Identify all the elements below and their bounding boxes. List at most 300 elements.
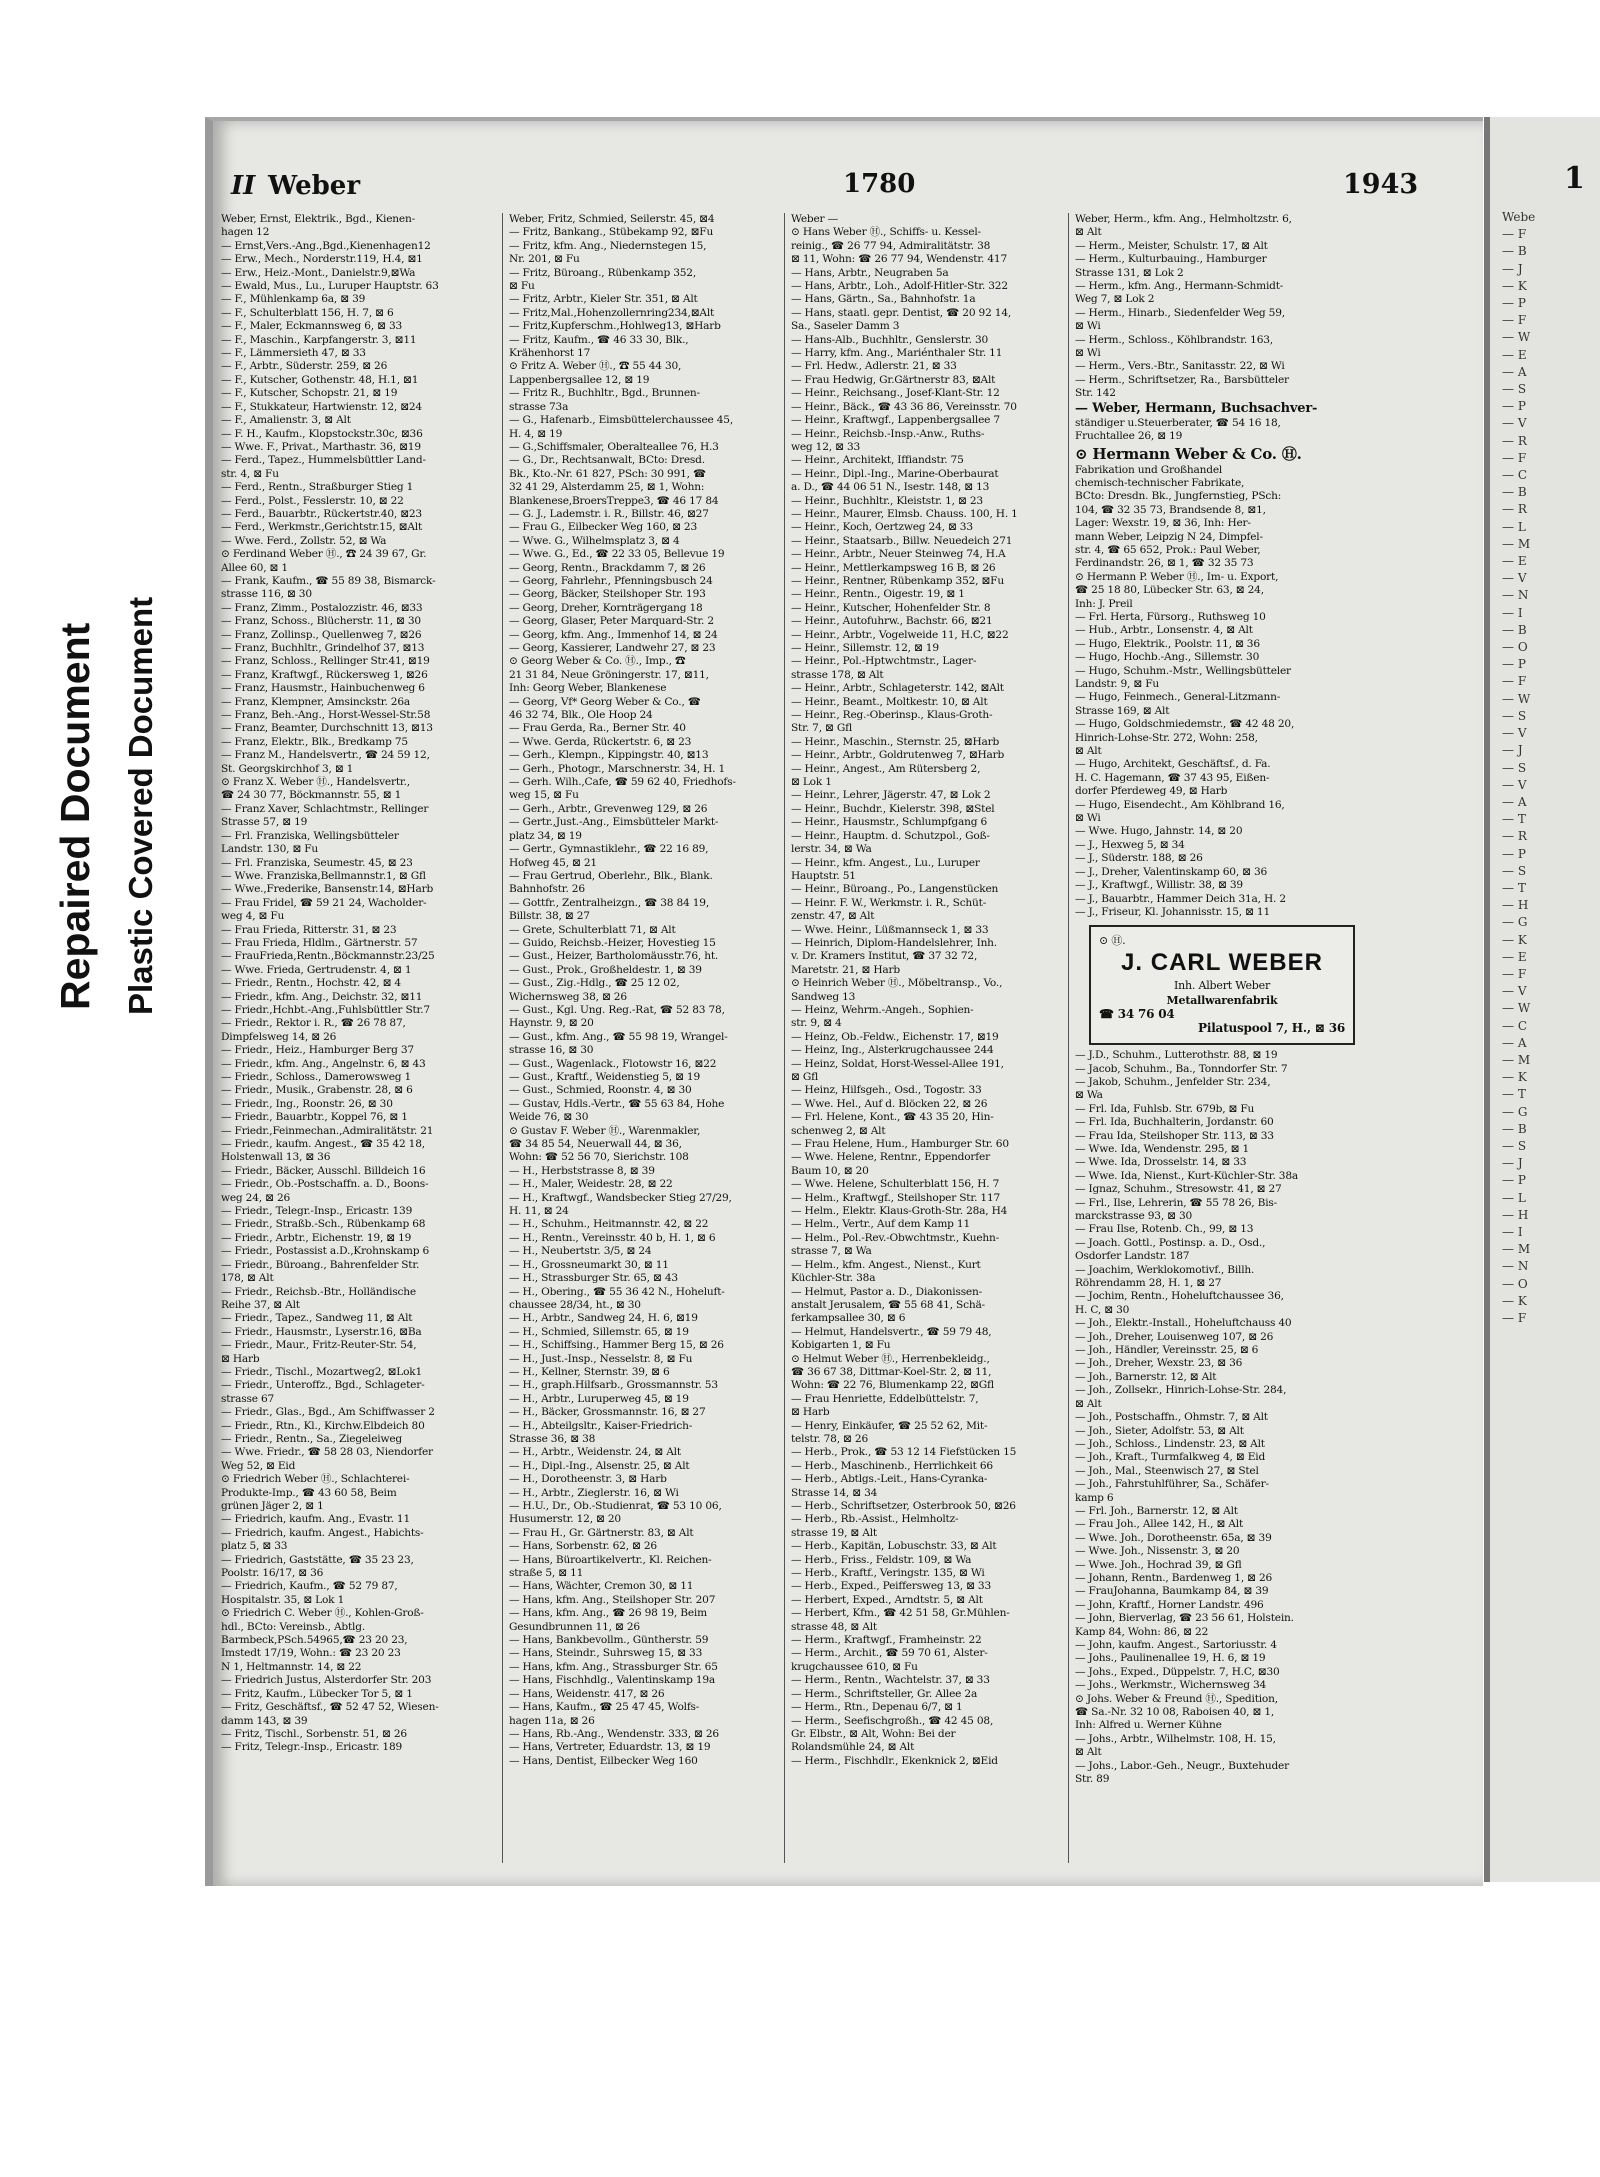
directory-entry-line: — Heinr., Buchdr., Kielerstr. 398, ⊠Stel [791, 802, 995, 815]
directory-entry-line: — Franz M., Handelsvertr., ☎ 24 59 12, [221, 749, 430, 762]
directory-entry-line: — Frau Henriette, Eddelbüttelstr. 7, [791, 1392, 979, 1405]
directory-entry-line: — Harry, kfm. Ang., Mariénthaler Str. 11 [791, 347, 1003, 360]
directory-entry-line: Husumerstr. 12, ⊠ 20 [509, 1513, 621, 1526]
directory-entry-line: Gesundbrunnen 11, ⊠ 26 [509, 1620, 640, 1633]
directory-entry-line: ☎ Sa.-Nr. 32 10 08, Raboisen 40, ⊠ 1, [1075, 1706, 1275, 1719]
directory-entry-line: ⊙ Ferdinand Weber Ⓗ., ☎ 24 39 67, Gr. [221, 548, 427, 561]
column-4-hermann [1075, 417, 1357, 444]
directory-entry-line: ⊠ Fu [509, 280, 535, 293]
directory-entry-line: — Friedrich, Kaufm., ☎ 52 79 87, [221, 1580, 398, 1593]
directory-entry-line: H. C, ⊠ 30 [1075, 1303, 1130, 1316]
directory-entry-line: — Herm., Hinarb., Siedenfelder Weg 59, [1075, 306, 1285, 319]
directory-entry-line: Fabrikation und Großhandel [1075, 463, 1223, 476]
directory-entry-line: straße 5, ⊠ 11 [509, 1567, 584, 1580]
directory-entry-line: — Helm., kfm. Angest., Nienst., Kurt [791, 1258, 981, 1271]
directory-entry-line: Hinrich-Lohse-Str. 272, Wohn: 258, [1075, 731, 1258, 744]
directory-entry-line: — Fritz,Kupferschm.,Hohlweg13, ⊠Harb [509, 320, 721, 333]
directory-entry-line: kamp 6 [1075, 1491, 1114, 1504]
column-4 [1075, 213, 1357, 1863]
directory-entry-line: Strasse 36, ⊠ 38 [509, 1432, 596, 1445]
directory-entry-line: — E [1502, 554, 1527, 569]
directory-entry-line: ⊙ Johs. Weber & Freund Ⓗ., Spedition, [1075, 1692, 1278, 1705]
firm-heading: ⊙ Hermann Weber & Co. Ⓗ. [1075, 444, 1302, 463]
column-1 [221, 213, 497, 1863]
directory-entry-line: — F., Mühlenkamp 6a, ⊠ 39 [221, 293, 366, 306]
directory-entry-line: — Wwe. Hel., Auf d. Blöcken 22, ⊠ 26 [791, 1097, 988, 1110]
directory-entry-line: — Heinr., Dipl.-Ing., Marine-Oberbaurat [791, 467, 999, 480]
directory-entry-line: ⊠ Harb [221, 1352, 260, 1365]
directory-entry-line: — Heinr. F. W., Werkmstr. i. R., Schüt- [791, 896, 987, 909]
directory-entry-line: — Friedr., Rtn., Kl., Kirchw.Elbdeich 80 [221, 1419, 425, 1432]
directory-entry-line: — B [1502, 1121, 1527, 1136]
adjacent-page-lines [1502, 209, 1600, 1327]
directory-entry-line: — Friedr., Maur., Fritz-Reuter-Str. 54, [221, 1339, 417, 1352]
column-4-bottom [1075, 1049, 1357, 1786]
directory-entry-line: — Helm., Vertr., Auf dem Kamp 11 [791, 1218, 971, 1231]
directory-entry-line: — Fritz, Kaufm., Lübecker Tor 5, ⊠ 1 [221, 1687, 413, 1700]
directory-entry-line: — Hugo, Feinmech., General-Litzmann- [1075, 691, 1281, 704]
directory-entry-line: — Ewald, Mus., Lu., Luruper Hauptstr. 63 [221, 280, 439, 293]
directory-entry-line: — J., Kraftwgf., Willistr. 38, ⊠ 39 [1075, 879, 1243, 892]
directory-entry-line: Maretstr. 21, ⊠ Harb [791, 963, 900, 976]
directory-entry-line: zenstr. 47, ⊠ Alt [791, 910, 875, 923]
directory-entry-line: St. Georgskirchhof 3, ⊠ 1 [221, 762, 354, 775]
directory-entry-line: — J [1502, 743, 1523, 758]
column-4-top [1075, 213, 1357, 401]
directory-entry-line: — Frau Joh., Allee 142, H., ⊠ Alt [1075, 1518, 1244, 1531]
directory-entry-line: — Frau Fridel, ☎ 59 21 24, Wacholder- [221, 896, 427, 909]
directory-entry-line: Produkte-Imp., ☎ 43 60 58, Beim [221, 1486, 397, 1499]
directory-entry-line: — V [1502, 571, 1527, 586]
directory-entry-line: — Erw., Heiz.-Mont., Danielstr.9,⊠Wa [221, 266, 416, 279]
directory-entry-line: ⊠ Wi [1075, 320, 1101, 333]
directory-entry-line: — Herb., Rb.-Assist., Helmholtz- [791, 1513, 959, 1526]
directory-entry-line: — Frl. Hedw., Adlerstr. 21, ⊠ 33 [791, 360, 957, 373]
directory-entry-line: — Joachim, Werklokomotivf., Billh. [1075, 1263, 1255, 1276]
directory-entry-line: — F., Kutscher, Gothenstr. 48, H.1, ⊠1 [221, 373, 419, 386]
directory-entry-line: — J., Bauarbtr., Hammer Deich 31a, H. 2 [1075, 892, 1286, 905]
directory-entry-line: — R [1502, 433, 1527, 448]
directory-entry-line: — Hans, Dentist, Eilbecker Weg 160 [509, 1754, 698, 1767]
directory-entry-line: — Herm., Archit., ☎ 59 70 61, Alster- [791, 1647, 988, 1660]
directory-entry-line: — Joh., Dreher, Wexstr. 23, ⊠ 36 [1075, 1357, 1243, 1370]
directory-entry-line: ☎ 24 30 77, Böckmannstr. 55, ⊠ 1 [221, 789, 402, 802]
directory-entry-line: — Hans, Wächter, Cremon 30, ⊠ 11 [509, 1580, 694, 1593]
directory-entry-line: — V [1502, 984, 1527, 999]
directory-entry-line: — Herm., Schloss., Köhlbrandstr. 163, [1075, 333, 1273, 346]
directory-entry-line: — Heinr., Arbtr., Schlageterstr. 142, ⊠Alt [791, 682, 1004, 695]
plastic-covered-label: Plastic Covered Document [122, 596, 159, 1015]
directory-entry-line: ⊙ Helmut Weber Ⓗ., Herrenbekleidg., [791, 1352, 990, 1365]
directory-entry-line: — Jacob, Schuhm., Ba., Tonndorfer Str. 7 [1075, 1062, 1288, 1075]
directory-entry-line: — Herm., Rtn., Depenau 6/7, ⊠ 1 [791, 1701, 963, 1714]
directory-entry-line: — Friedr., Postassist a.D.,Krohnskamp 6 [221, 1245, 430, 1258]
directory-entry-line: — G., Hafenarb., Eimsbüttelerchaussee 45, [509, 414, 734, 427]
directory-entry-line: — Franz, Kraftwgf., Rückersweg 1, ⊠26 [221, 668, 428, 681]
directory-entry-line: — Fritz, Büroang., Rübenkamp 352, [509, 266, 696, 279]
directory-entry-line: — Wwe. Gerda, Rückertstr. 6, ⊠ 23 [509, 735, 692, 748]
directory-entry-line: — Wwe. Helene, Rentnr., Eppendorfer [791, 1151, 990, 1164]
directory-entry-line: — L [1502, 1190, 1526, 1205]
directory-entry-line: — Gust., Schmied, Roonstr. 4, ⊠ 30 [509, 1084, 692, 1097]
directory-entry-line: — Georg, Kassierer, Landwehr 27, ⊠ 23 [509, 642, 716, 654]
directory-entry-line: — Helm., Kraftwgf., Steilshoper Str. 117 [791, 1191, 1001, 1204]
directory-entry-line: — Franz, Hausmstr., Hainbuchenweg 6 [221, 682, 425, 695]
ad-owner: Inh. Albert Weber [1173, 979, 1271, 993]
directory-entry-line: — Joh., Postschaffn., Ohmstr. 7, ⊠ Alt [1075, 1411, 1268, 1424]
directory-entry-line: Baum 10, ⊠ 20 [791, 1164, 869, 1177]
directory-entry-line: — F., Stukkateur, Hartwienstr. 12, ⊠24 [221, 400, 422, 413]
directory-entry-line: — Wwe. Frieda, Gertrudenstr. 4, ⊠ 1 [221, 963, 412, 976]
ad-address: Pilatuspool 7, H., ⊠ 36 [1198, 1021, 1345, 1035]
adjacent-page-number: 1 [1564, 161, 1585, 196]
directory-entry-line: — S [1502, 1138, 1527, 1153]
directory-entry-line: strasse 19, ⊠ Alt [791, 1526, 877, 1539]
directory-entry-line: — John, kaufm. Angest., Sartoriusstr. 4 [1075, 1639, 1277, 1651]
directory-entry-line: — Heinr., Reichsb.-Insp.-Anw., Ruths- [791, 427, 985, 440]
directory-entry-line: — Herm., Fischhdlr., Ekenknick 2, ⊠Eid [791, 1754, 998, 1767]
directory-entry-line: — P [1502, 846, 1526, 861]
directory-entry-line: — Friedr., Unteroffz., Bgd., Schlageter- [221, 1379, 425, 1392]
directory-entry-line: — C [1502, 1018, 1527, 1033]
directory-entry-line: — Georg, Vf* Georg Weber & Co., ☎ [509, 695, 701, 708]
directory-entry-line: — Wwe. G., Wilhelmsplatz 3, ⊠ 4 [509, 534, 680, 547]
directory-entry-line: — Heinr., Reg.-Oberinsp., Klaus-Groth- [791, 709, 993, 722]
directory-entry-line: H. 4, ⊠ 19 [509, 427, 563, 440]
directory-entry-line: Landstr. 9, ⊠ Fu [1075, 678, 1159, 690]
directory-entry-line: — Gertr.,Just.-Ang., Eimsbütteler Markt- [509, 816, 719, 829]
directory-entry-line: — Friedr., Musik., Grabenstr. 28, ⊠ 6 [221, 1084, 413, 1097]
directory-entry-line: dorfer Pferdeweg 49, ⊠ Harb [1075, 785, 1228, 798]
directory-entry-line: — Gerh., Photogr., Marschnerstr. 34, H. 1 [509, 762, 726, 775]
directory-entry-line: — Herb., Abtlgs.-Leit., Hans-Cyranka- [791, 1473, 988, 1486]
directory-entry-line: — M [1502, 1052, 1531, 1067]
directory-entry-line: — Heinr., Buchhltr., Kleiststr. 1, ⊠ 23 [791, 494, 983, 507]
directory-entry-line: 178, ⊠ Alt [221, 1272, 274, 1285]
directory-entry-line: Str. 89 [1075, 1773, 1110, 1786]
directory-entry-line: — H., Herbststrasse 8, ⊠ 39 [509, 1164, 655, 1177]
directory-entry-line: — Friedr., Telegr.-Insp., Ericastr. 139 [221, 1205, 413, 1218]
directory-entry-line: ⊠ 11, Wohn: ☎ 26 77 94, Wendenstr. 417 [791, 253, 1008, 266]
directory-entry-line: — Hans, Arbtr., Loh., Adolf-Hitler-Str. 322 [791, 280, 1008, 293]
directory-entry-line: Str. 142 [1075, 387, 1116, 400]
directory-entry-line: — A [1502, 794, 1527, 809]
directory-entry-line: ⊙ Fritz A. Weber Ⓗ., ☎ 55 44 30, [509, 360, 682, 373]
directory-entry-line: — Friedrich, kaufm. Angest., Habichts- [221, 1526, 424, 1539]
directory-entry-line: — Heinr., Angest., Am Rütersberg 2, [791, 762, 981, 775]
directory-entry-line: mann Weber, Leipzig N 24, Dimpfel- [1075, 530, 1263, 543]
directory-entry-line: H. C. Hagemann, ☎ 37 43 95, Eißen- [1075, 771, 1270, 784]
directory-entry-line: — Frl. Helene, Kont., ☎ 43 35 20, Hin- [791, 1111, 994, 1124]
directory-entry-line: — G.,Schiffsmaler, Oberalteallee 76, H.3 [509, 440, 719, 453]
directory-entry-line: Rolandsmühle 24, ⊠ Alt [791, 1741, 915, 1754]
directory-entry-line: — Friedr., kfm. Ang., Deichstr. 32, ⊠11 [221, 990, 423, 1003]
directory-entry-line: Strasse 169, ⊠ Alt [1075, 704, 1170, 717]
directory-entry-line: — Ferd., Bauarbtr., Rückertstr.40, ⊠23 [221, 507, 422, 520]
directory-entry-line: — F [1502, 450, 1527, 465]
directory-entry-line: — K [1502, 1070, 1527, 1085]
directory-entry-line: — Hans, Gärtn., Sa., Bahnhofstr. 1a [791, 293, 976, 306]
directory-entry-line: — Helmut, Handelsvertr., ☎ 59 79 48, [791, 1325, 992, 1338]
directory-entry-line: — Gust., Wagenlack., Flotowstr 16, ⊠22 [509, 1057, 717, 1070]
directory-entry-line: — Frau H., Gr. Gärtnerstr. 83, ⊠ Alt [509, 1526, 694, 1539]
directory-entry-line: ⊙ Franz X. Weber Ⓗ., Handelsvertr., [221, 776, 410, 789]
directory-entry-line: — Fritz, Arbtr., Kieler Str. 351, ⊠ Alt [509, 293, 698, 306]
directory-entry-line: — Heinrich, Diplom-Handelslehrer, Inh. [791, 936, 997, 949]
directory-entry-line: a. D., ☎ 44 06 51 N., Isestr. 148, ⊠ 13 [791, 481, 990, 494]
directory-entry-line: weg 15, ⊠ Fu [509, 789, 579, 802]
directory-entry-line: — Wwe. Ida, Wendenstr. 295, ⊠ 1 [1075, 1142, 1249, 1155]
directory-entry-line: — H.U., Dr., Ob.-Studienrat, ☎ 53 10 06, [509, 1500, 722, 1512]
directory-entry-line: Weber, Herm., kfm. Ang., Helmholtzstr. 6, [1075, 213, 1292, 225]
directory-entry-line: Allee 60, ⊠ 1 [221, 561, 288, 574]
directory-entry-line: — Heinr., Bäck., ☎ 43 36 86, Vereinsstr. 70 [791, 400, 1017, 413]
directory-entry-line: — Joh., Schloss., Lindenstr. 23, ⊠ Alt [1075, 1437, 1265, 1450]
directory-entry-line: — Frau Frieda, Ritterstr. 31, ⊠ 23 [221, 923, 397, 936]
directory-entry-line: — Heinr., Kraftwgf., Lappenbergsallee 7 [791, 414, 1000, 427]
directory-entry-line: Str. 7, ⊠ Gfl [791, 722, 853, 735]
directory-entry-line: platz 34, ⊠ 19 [509, 829, 582, 842]
directory-entry-line: — Johs., Werkmstr., Wichernsweg 34 [1075, 1679, 1267, 1692]
directory-entry-line: — Friedr.,Feinmechan.,Admiralitätstr. 21 [221, 1124, 434, 1137]
directory-entry-line: ⊠ Alt [1075, 1397, 1102, 1410]
directory-entry-line: — Wwe. Joh., Hochrad 39, ⊠ Gfl [1075, 1558, 1242, 1571]
directory-entry-line: — Ferd., Polst., Fesslerstr. 10, ⊠ 22 [221, 494, 404, 507]
directory-entry-line: — Friedr., Schloss., Damerowsweg 1 [221, 1071, 412, 1083]
directory-entry-line: — Frau Ilse, Rotenb. Ch., 99, ⊠ 13 [1075, 1223, 1254, 1236]
directory-entry-line: anstalt Jerusalem, ☎ 55 68 41, Schä- [791, 1298, 985, 1311]
directory-entry-line: — H., Arbtr., Luruperweg 45, ⊠ 19 [509, 1392, 689, 1405]
directory-entry-line: — Heinr., Kutscher, Hohenfelder Str. 8 [791, 601, 991, 614]
directory-entry-line: — Wwe. Ida, Drosselstr. 14, ⊠ 33 [1075, 1156, 1247, 1169]
directory-entry-line: — Franz, Buchhltr., Grindelhof 37, ⊠13 [221, 642, 425, 654]
directory-entry-line: — Herm., Schriftsetzer, Ra., Barsbütteler [1075, 373, 1289, 386]
directory-entry-line: — F. H., Kaufm., Klopstockstr.30c, ⊠36 [221, 427, 423, 440]
directory-entry-line: — Herb., Friss., Feldstr. 109, ⊠ Wa [791, 1553, 972, 1566]
directory-entry-line: — Joh., Barnerstr. 12, ⊠ Alt [1075, 1370, 1217, 1383]
directory-entry-line: ⊠ Alt [1075, 745, 1102, 758]
directory-entry-line: — M [1502, 536, 1531, 551]
directory-entry-line: — Franz, Beamter, Durchschnitt 13, ⊠13 [221, 722, 433, 735]
directory-entry-line: — G. J., Lademstr. i. R., Billstr. 46, ⊠27 [509, 507, 709, 520]
directory-entry-line: — V [1502, 726, 1527, 741]
ad-mark: ⊙ Ⓗ. [1099, 934, 1126, 948]
directory-entry-line: — Friedrich Justus, Alsterdorfer Str. 203 [221, 1674, 432, 1687]
directory-entry-line: — Herm., Kraftwgf., Framheinstr. 22 [791, 1634, 982, 1647]
directory-entry-line: — R [1502, 502, 1527, 517]
directory-entry-line: — Gust., Zig.-Hdlg., ☎ 25 12 02, [509, 977, 680, 990]
directory-entry-line: — Heinr., Staatsarb., Billw. Neuedeich 271 [791, 534, 1013, 547]
directory-entry-line: — Erw., Mech., Norderstr.119, H.4, ⊠1 [221, 253, 423, 266]
directory-entry-line: — Friedr., Straßb.-Sch., Rübenkamp 68 [221, 1218, 426, 1231]
directory-entry-line: — R [1502, 829, 1527, 844]
directory-entry-line: — Friedr., Arbtr., Eichenstr. 19, ⊠ 19 [221, 1231, 412, 1244]
directory-entry-line: Reihe 37, ⊠ Alt [221, 1298, 300, 1311]
directory-entry-line: Ferdinandstr. 26, ⊠ 1, ☎ 32 35 73 [1075, 557, 1254, 570]
directory-entry-line: — Friedr., Bäcker, Ausschl. Billdeich 16 [221, 1164, 426, 1177]
directory-entry-line: — H., Maler, Weidestr. 28, ⊠ 22 [509, 1178, 673, 1191]
directory-entry-line: — G [1502, 915, 1528, 930]
column-mark: II [231, 171, 256, 201]
directory-entry-line: strasse 7, ⊠ Wa [791, 1245, 872, 1258]
directory-entry-line: — Jakob, Schuhm., Jenfelder Str. 234, [1075, 1075, 1271, 1088]
directory-entry-line: ⊠ Wi [1075, 347, 1101, 360]
directory-entry-line: — John, Kraftf., Horner Landstr. 496 [1075, 1598, 1264, 1611]
directory-entry-line: Krähenhorst 17 [509, 347, 591, 360]
directory-entry-line: — Gerh., Arbtr., Grevenweg 129, ⊠ 26 [509, 802, 708, 815]
directory-entry-line: — Johs., Labor.-Geh., Neugr., Buxtehuder [1075, 1759, 1289, 1772]
directory-entry-line: Kamp 84, Wohn: 86, ⊠ 22 [1075, 1625, 1209, 1638]
directory-entry-line: — Heinr., Maurer, Elmsb. Chauss. 100, H. 1 [791, 507, 1018, 520]
directory-entry-line: — J., Friseur, Kl. Johannisstr. 15, ⊠ 11 [1075, 905, 1270, 918]
directory-entry-line: — Herb., Kraftf., Veringstr. 135, ⊠ Wi [791, 1567, 985, 1580]
directory-entry-line: — S [1502, 863, 1527, 878]
directory-entry-line: — Helm., Elektr. Klaus-Groth-Str. 28a, H4 [791, 1205, 1008, 1218]
directory-entry-line: — Heinr., Rentner, Rübenkamp 352, ⊠Fu [791, 574, 1004, 587]
directory-entry-line: Osdorfer Landstr. 187 [1075, 1250, 1190, 1263]
directory-entry-line: — Frl. Ida, Fuhlsb. Str. 679b, ⊠ Fu [1075, 1102, 1255, 1115]
directory-entry-line: — E [1502, 347, 1527, 362]
directory-entry-line: — J., Hexweg 5, ⊠ 34 [1075, 838, 1185, 851]
directory-entry-line: — Georg, Bäcker, Steilshoper Str. 193 [509, 588, 706, 601]
directory-entry-line: — H., Schuhm., Heitmannstr. 42, ⊠ 22 [509, 1218, 709, 1231]
directory-entry-line: — O [1502, 640, 1528, 655]
directory-entry-line: — H., Strassburger Str. 65, ⊠ 43 [509, 1272, 678, 1285]
directory-entry-line: 32 41 29, Alsterdamm 25, ⊠ 1, Wohn: [509, 481, 705, 494]
directory-entry-line: ⊙ Gustav F. Weber Ⓗ., Warenmakler, [509, 1124, 701, 1137]
directory-entry-line: — Friedr., Ob.-Postschaffn. a. D., Boons- [221, 1178, 429, 1191]
directory-entry-line: — Wwe. Helene, Schulterblatt 156, H. 7 [791, 1178, 1000, 1191]
directory-entry-line: — Hans, kfm. Ang., Strassburger Str. 65 [509, 1660, 718, 1673]
directory-entry-line: — Heinz, Hilfsgeh., Osd., Togostr. 33 [791, 1084, 982, 1097]
directory-entry-line: strasse 116, ⊠ 30 [221, 588, 312, 601]
ad-phone: ☎ 34 76 04 [1099, 1008, 1175, 1022]
directory-entry-line: — Herb., Prok., ☎ 53 12 14 Fiefstücken 15 [791, 1446, 1017, 1459]
directory-entry-line: 104, ☎ 32 35 73, Brandsende 8, ⊠1, [1075, 503, 1266, 516]
directory-entry-line: — Hans, Bankbevollm., Güntherstr. 59 [509, 1634, 709, 1647]
directory-entry-line: marckstrasse 93, ⊠ 30 [1075, 1210, 1193, 1222]
directory-entry-line: — T [1502, 1087, 1526, 1102]
directory-entry-line: krugchaussee 610, ⊠ Fu [791, 1660, 918, 1673]
directory-entry-line: — H., graph.Hilfsarb., Grossmannstr. 53 [509, 1379, 718, 1392]
directory-entry-line: Landstr. 130, ⊠ Fu [221, 843, 319, 856]
directory-entry-line: — Franz, Beh.-Ang., Horst-Wessel-Str.58 [221, 709, 431, 722]
directory-entry-line: — Herm., kfm. Ang., Hermann-Schmidt- [1075, 280, 1284, 293]
directory-entry-line: — E [1502, 949, 1527, 964]
directory-entry-line: — Wwe. Franziska,Bellmannstr.1, ⊠ Gfl [221, 869, 426, 882]
directory-entry-line: — Franz, Schloss., Rellinger Str.41, ⊠19 [221, 655, 430, 668]
directory-entry-line: — Joh., Elektr.-Install., Hoheluftchauss 40 [1075, 1317, 1292, 1330]
directory-entry-line: strasse 178, ⊠ Alt [791, 668, 884, 681]
directory-entry-line: — Friedr., kaufm. Angest., ☎ 35 42 18, [221, 1138, 425, 1151]
directory-entry-line: — Heinr., Hauptm. d. Schutzpol., Goß- [791, 829, 990, 842]
directory-entry-line: — H., Schmied, Sillemstr. 65, ⊠ 19 [509, 1325, 689, 1338]
directory-entry-line: — Herm., Kulturbauing., Hamburger [1075, 253, 1267, 266]
directory-entry-line: — Friedr., Tischl., Mozartweg2, ⊠Lok1 [221, 1365, 423, 1378]
directory-entry-line: — Fritz, Geschäftsf., ☎ 52 47 52, Wiesen- [221, 1701, 439, 1714]
directory-entry-line: — J [1502, 261, 1523, 276]
directory-entry-line: — F [1502, 966, 1527, 981]
directory-entry-line: str. 4, ☎ 65 652, Prok.: Paul Weber, [1075, 543, 1261, 556]
directory-entry-line: Kobigarten 1, ⊠ Fu [791, 1339, 891, 1352]
directory-entry-line: — Fritz,Mal.,Hohenzollernring234,⊠Alt [509, 306, 715, 319]
directory-entry-line: — Herb., Exped., Peiffersweg 13, ⊠ 33 [791, 1580, 992, 1593]
directory-entry-line: — V [1502, 416, 1527, 431]
directory-entry-line: — Herm., Schriftsteller, Gr. Allee 2a [791, 1687, 978, 1700]
directory-entry-line: — Frau Helene, Hum., Hamburger Str. 60 [791, 1138, 1009, 1151]
directory-entry-line: ☎ 25 18 80, Lübecker Str. 63, ⊠ 24, [1075, 584, 1264, 597]
ad-title: J. CARL WEBER [1121, 949, 1323, 977]
directory-entry-line: — Johs., Paulinenallee 19, H. 6, ⊠ 19 [1075, 1652, 1266, 1665]
directory-entry-line: — J., Süderstr. 188, ⊠ 26 [1075, 852, 1203, 865]
directory-entry-line: — Johs., Arbtr., Wilhelmstr. 108, H. 15, [1075, 1732, 1276, 1745]
directory-page [205, 117, 1483, 1886]
directory-entry-line: Weg 7, ⊠ Lok 2 [1075, 293, 1155, 306]
directory-entry-line: — F., Arbtr., Süderstr. 259, ⊠ 26 [221, 360, 388, 373]
directory-entry-line: — Georg, Dreher, Kornträgergang 18 [509, 601, 703, 614]
directory-entry-line: ⊙ Hans Weber Ⓗ., Schiffs- u. Kessel- [791, 226, 981, 239]
directory-entry-line: — Heinz, Wehrm.-Angeh., Sophien- [791, 1003, 974, 1016]
directory-entry-line: — I [1502, 1224, 1523, 1239]
directory-entry-line: — Ernst,Vers.-Ang.,Bgd.,Kienenhagen12 [221, 239, 431, 252]
directory-entry-line: telstr. 78, ⊠ 26 [791, 1432, 868, 1445]
directory-entry-line: — Herbert, Exped., Arndtstr. 5, ⊠ Alt [791, 1593, 983, 1606]
directory-entry-line: — Gust., Prok., Großheldestr. 1, ⊠ 39 [509, 963, 702, 976]
directory-entry-line: — F., Lämmersieth 47, ⊠ 33 [221, 347, 366, 360]
directory-entry-line: — Heinr., Autofuhrw., Bachstr. 66, ⊠21 [791, 615, 993, 628]
directory-entry-line: Barmbeck,PSch.54965,☎ 23 20 23, [221, 1634, 408, 1647]
directory-entry-line: — Friedrich, Gaststätte, ☎ 35 23 23, [221, 1553, 414, 1566]
directory-entry-line: — Herb., Kapitän, Lobuschstr. 33, ⊠ Alt [791, 1540, 997, 1553]
directory-entry-line: — Ignaz, Schuhm., Stresowstr. 41, ⊠ 27 [1075, 1183, 1282, 1196]
directory-entry-line: — F., Maschin., Karpfangerstr. 3, ⊠11 [221, 333, 417, 346]
directory-entry-line: — Hans, kfm. Ang., ☎ 26 98 19, Beim [509, 1607, 707, 1620]
hermann-weber-heading: — Weber, Hermann, Buchsachver- [1075, 400, 1318, 416]
directory-entry-line: — Fritz, Bankang., Stübekamp 92, ⊠Fu [509, 226, 714, 239]
directory-entry-line: — S [1502, 382, 1527, 397]
directory-entry-line: Fruchtallee 26, ⊠ 19 [1075, 430, 1183, 443]
directory-entry-line: — Gerh., Klempn., Kippingstr. 40, ⊠13 [509, 749, 709, 762]
directory-entry-line: — Gustav, Hdls.-Vertr., ☎ 55 63 84, Hohe [509, 1097, 725, 1110]
directory-entry-line: — Georg, kfm. Ang., Immenhof 14, ⊠ 24 [509, 628, 718, 641]
directory-entry-line: — Heinr., Mettlerkampsweg 16 B, ⊠ 26 [791, 561, 996, 574]
directory-entry-line: — C [1502, 468, 1527, 483]
directory-entry-line: ⊠ Alt [1075, 226, 1102, 239]
directory-entry-line: — Wwe. G., Ed., ☎ 22 33 05, Bellevue 19 [509, 548, 725, 561]
directory-entry-line: — Franz, Zollinsp., Quellenweg 7, ⊠26 [221, 628, 422, 641]
directory-entry-line: — FrauJohanna, Baumkamp 84, ⊠ 39 [1075, 1585, 1269, 1598]
directory-entry-line: — Wwe. Ida, Nienst., Kurt-Küchler-Str. 38a [1075, 1169, 1298, 1182]
directory-entry-line: — Franz, Klempner, Amsinckstr. 26a [221, 695, 410, 708]
directory-entry-line: — P [1502, 657, 1526, 672]
directory-entry-line: N 1, Heltmannstr. 14, ⊠ 22 [221, 1660, 362, 1673]
directory-entry-line: — Joh., Mal., Steenwisch 27, ⊠ Stel [1075, 1464, 1259, 1477]
directory-entry-line: — Gust., Kgl. Ung. Reg.-Rat, ☎ 52 83 78, [509, 1003, 725, 1016]
directory-entry-line: — Friedr., Reichsb.-Btr., Holländische [221, 1285, 416, 1298]
directory-entry-line: — Hans, Fischhdlg., Valentinskamp 19a [509, 1674, 716, 1687]
directory-entry-line: — Wwe. Joh., Dorotheenstr. 65a, ⊠ 39 [1075, 1531, 1272, 1544]
directory-entry-line: — Hub., Arbtr., Lonsenstr. 4, ⊠ Alt [1075, 624, 1253, 637]
directory-entry-line: — Heinz, Ob.-Feldw., Eichenstr. 17, ⊠19 [791, 1030, 999, 1043]
directory-entry-line: Strasse 57, ⊠ 19 [221, 816, 308, 829]
directory-entry-line: ⊠ Wi [1075, 812, 1101, 825]
directory-entry-line: — Heinr., Beamt., Moltkestr. 10, ⊠ Alt [791, 695, 988, 708]
directory-entry-line: — Henry, Einkäufer, ☎ 25 52 62, Mit- [791, 1419, 988, 1432]
directory-entry-line: Lager: Wexstr. 19, ⊠ 36, Inh: Her- [1075, 517, 1251, 530]
directory-entry-line: — H [1502, 1207, 1529, 1222]
directory-entry-line: — H., Arbtr., Sandweg 24, H. 6, ⊠19 [509, 1312, 698, 1325]
directory-entry-line: Röhrendamm 28, H. 1, ⊠ 27 [1075, 1277, 1222, 1290]
